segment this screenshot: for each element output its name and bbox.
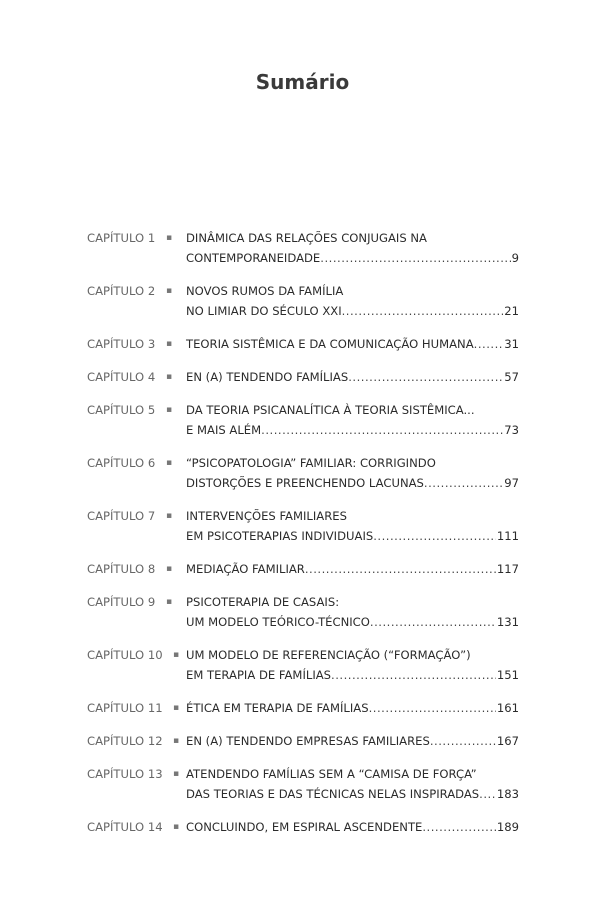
page-number: 189 — [496, 820, 519, 834]
toc-entry[interactable] — [87, 817, 519, 837]
page-number: 97 — [504, 476, 519, 490]
toc-entry[interactable] — [87, 367, 519, 387]
chapter-label: CAPÍTULO 9 — [87, 595, 156, 609]
dot-leader — [424, 473, 503, 493]
bullet-icon: ▪ — [166, 511, 173, 521]
toc-entry[interactable] — [87, 698, 519, 718]
bullet-icon: ▪ — [173, 769, 180, 779]
bullet-icon: ▪ — [166, 339, 173, 349]
page-number: 151 — [496, 668, 519, 682]
toc-entry[interactable] — [87, 228, 519, 268]
chapter-title-line: CONCLUINDO, EM ESPIRAL ASCENDENTE — [186, 820, 423, 834]
page-number: 31 — [504, 337, 519, 351]
dot-leader — [261, 420, 503, 440]
page-number: 9 — [511, 251, 519, 265]
bullet-icon: ▪ — [166, 597, 173, 607]
toc-entry[interactable] — [87, 506, 519, 546]
chapter-title-line: EN (A) TENDENDO EMPRESAS FAMILIARES — [186, 734, 430, 748]
dot-leader — [479, 784, 496, 804]
dot-leader — [373, 526, 496, 546]
toc-entry[interactable] — [87, 645, 519, 685]
bullet-icon: ▪ — [166, 286, 173, 296]
page-number: 73 — [504, 423, 519, 437]
bullet-icon: ▪ — [166, 372, 173, 382]
chapter-title-line: EM PSICOTERAPIAS INDIVIDUAIS — [186, 529, 374, 543]
dot-leader — [422, 817, 496, 837]
chapter-label: CAPÍTULO 5 — [87, 403, 156, 417]
dot-leader — [305, 559, 496, 579]
chapter-title-line: MEDIAÇÃO FAMILIAR — [186, 562, 305, 576]
chapter-title-line: PSICOTERAPIA DE CASAIS: — [186, 595, 340, 609]
chapter-title-line: EN (A) TENDENDO FAMÍLIAS — [186, 370, 349, 384]
chapter-title-line: UM MODELO DE REFERENCIAÇÃO (“FORMAÇÃO”) — [186, 648, 471, 662]
chapter-title-line: DAS TEORIAS E DAS TÉCNICAS NELAS INSPIRADAS — [186, 787, 480, 801]
toc-entry[interactable] — [87, 453, 519, 493]
chapter-label: CAPÍTULO 10 — [87, 648, 163, 662]
chapter-title-line: NO LIMIAR DO SÉCULO XXI — [186, 304, 342, 318]
chapter-title-line: TEORIA SISTÊMICA E DA COMUNICAÇÃO HUMANA — [186, 337, 474, 351]
dot-leader — [474, 334, 504, 354]
chapter-label: CAPÍTULO 2 — [87, 284, 156, 298]
dot-leader — [369, 698, 496, 718]
table-of-contents — [87, 228, 519, 850]
chapter-title-line: DISTORÇÕES E PREENCHENDO LACUNAS — [186, 476, 424, 490]
toc-entry[interactable] — [87, 281, 519, 321]
chapter-label: CAPÍTULO 3 — [87, 337, 156, 351]
page-number: 111 — [496, 529, 519, 543]
bullet-icon: ▪ — [173, 703, 180, 713]
page-number: 117 — [496, 562, 519, 576]
page-number: 167 — [496, 734, 519, 748]
dot-leader — [348, 367, 503, 387]
chapter-title-line: INTERVENÇÕES FAMILIARES — [186, 509, 347, 523]
chapter-title-line: EM TERAPIA DE FAMÍLIAS — [186, 668, 332, 682]
page-title: Sumário — [255, 70, 350, 94]
page-number: 57 — [504, 370, 519, 384]
chapter-title-line: UM MODELO TEÓRICO-TÉCNICO — [186, 615, 370, 629]
chapter-title-line: ATENDENDO FAMÍLIAS SEM A “CAMISA DE FORÇA” — [186, 767, 477, 781]
chapter-title-line: DA TEORIA PSICANALÍTICA À TEORIA SISTÊMICA... — [186, 403, 475, 417]
chapter-title-line: E MAIS ALÉM — [186, 423, 262, 437]
chapter-label: CAPÍTULO 1 — [87, 231, 156, 245]
chapter-label: CAPÍTULO 8 — [87, 562, 156, 576]
dot-leader — [430, 731, 496, 751]
dot-leader — [331, 665, 496, 685]
chapter-title-line: “PSICOPATOLOGIA” FAMILIAR: CORRIGINDO — [186, 456, 436, 470]
chapter-title-line: NOVOS RUMOS DA FAMÍLIA — [186, 284, 344, 298]
chapter-label: CAPÍTULO 13 — [87, 767, 163, 781]
bullet-icon: ▪ — [166, 458, 173, 468]
bullet-icon: ▪ — [173, 822, 180, 832]
page-number: 131 — [496, 615, 519, 629]
bullet-icon: ▪ — [166, 233, 173, 243]
page-number: 161 — [496, 701, 519, 715]
bullet-icon: ▪ — [166, 564, 173, 574]
chapter-title-line: ÉTICA EM TERAPIA DE FAMÍLIAS — [186, 701, 369, 715]
page-number: 183 — [496, 787, 519, 801]
chapter-title-line: DINÂMICA DAS RELAÇÕES CONJUGAIS NA — [186, 231, 427, 245]
chapter-label: CAPÍTULO 14 — [87, 820, 163, 834]
bullet-icon: ▪ — [173, 650, 180, 660]
dot-leader — [320, 248, 510, 268]
toc-entry[interactable] — [87, 334, 519, 354]
toc-entry[interactable] — [87, 592, 519, 632]
page-number: 21 — [504, 304, 519, 318]
bullet-icon: ▪ — [166, 405, 173, 415]
chapter-label: CAPÍTULO 12 — [87, 734, 163, 748]
chapter-label: CAPÍTULO 7 — [87, 509, 156, 523]
dot-leader — [370, 612, 496, 632]
chapter-title-line: CONTEMPORANEIDADE — [186, 251, 321, 265]
chapter-label: CAPÍTULO 11 — [87, 701, 163, 715]
bullet-icon: ▪ — [173, 736, 180, 746]
chapter-label: CAPÍTULO 6 — [87, 456, 156, 470]
chapter-label: CAPÍTULO 4 — [87, 370, 156, 384]
toc-entry[interactable] — [87, 559, 519, 579]
toc-entry[interactable] — [87, 400, 519, 440]
toc-entry[interactable] — [87, 731, 519, 751]
dot-leader — [342, 301, 504, 321]
toc-entry[interactable] — [87, 764, 519, 804]
